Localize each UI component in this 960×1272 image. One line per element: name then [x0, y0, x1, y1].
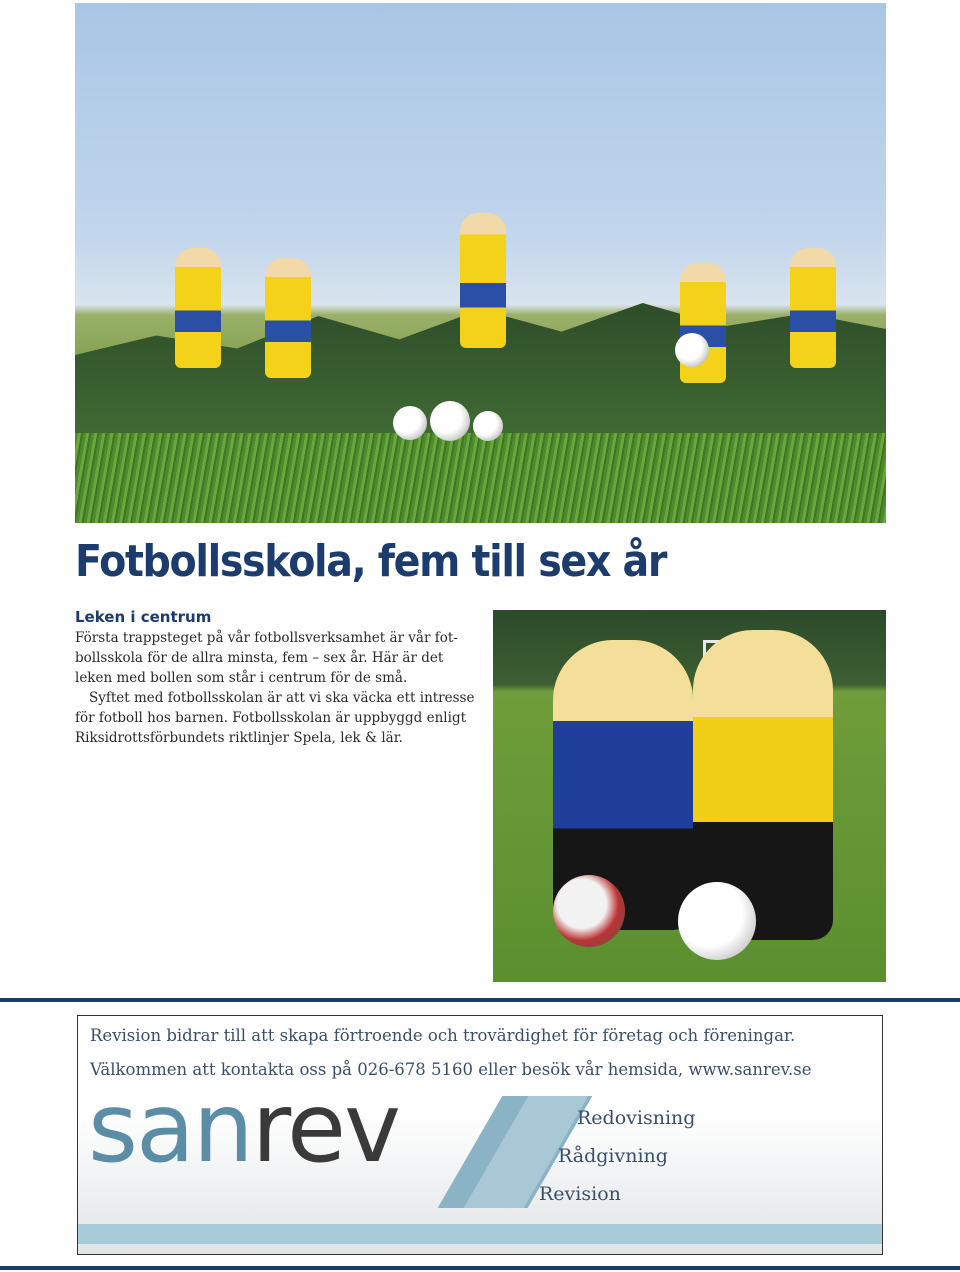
- hero-photo-kids-football: [75, 3, 886, 523]
- ad-text-line: Revision bidrar till att skapa förtroende och trovärdighet för företag och föreningar.: [90, 1026, 796, 1045]
- logo-part: rev: [251, 1072, 399, 1184]
- service-label: Revision: [539, 1183, 621, 1205]
- divider-rule: [0, 1266, 960, 1270]
- photo-two-children-on-balls: [493, 610, 886, 982]
- paragraph: Syftet med fotbollsskolan är att vi ska väcka ett intresse för fotboll hos barnen. Fotbollsskolan är uppbyggd enligt Riksidrottsförbundets riktlinjer Spela, lek & lär.: [75, 690, 475, 746]
- football: [678, 882, 756, 960]
- service-label: Redovisning: [577, 1107, 696, 1129]
- service-label: Rådgivning: [558, 1145, 668, 1167]
- divider-rule: [0, 998, 960, 1002]
- football: [553, 875, 625, 947]
- football: [393, 406, 427, 440]
- football: [473, 411, 503, 441]
- football: [430, 401, 470, 441]
- player-figure: [265, 258, 311, 378]
- paragraph: Första trappsteget på vår fotbollsverksamhet är vår fot-bollsskola för de allra minsta, fem – sex år. Här är det leken med bollen som står i centrum för de små.: [75, 630, 458, 686]
- sanrev-logo: [88, 1072, 399, 1184]
- body-text: [75, 628, 483, 748]
- advertisement-box: [77, 1015, 883, 1255]
- player-figure: [790, 248, 836, 368]
- page-title: Fotbollsskola, fem till sex år: [75, 536, 667, 587]
- grass: [75, 433, 886, 523]
- football: [675, 333, 709, 367]
- player-figure: [460, 213, 506, 348]
- player-figure: [175, 248, 221, 368]
- section-heading: Leken i centrum: [75, 608, 212, 626]
- logo-part: san: [88, 1072, 252, 1184]
- accent-bar: [78, 1224, 882, 1244]
- ad-text-line: Välkommen att kontakta oss på 026-678 5160 eller besök vår hemsida, www.sanrev.se: [90, 1060, 812, 1079]
